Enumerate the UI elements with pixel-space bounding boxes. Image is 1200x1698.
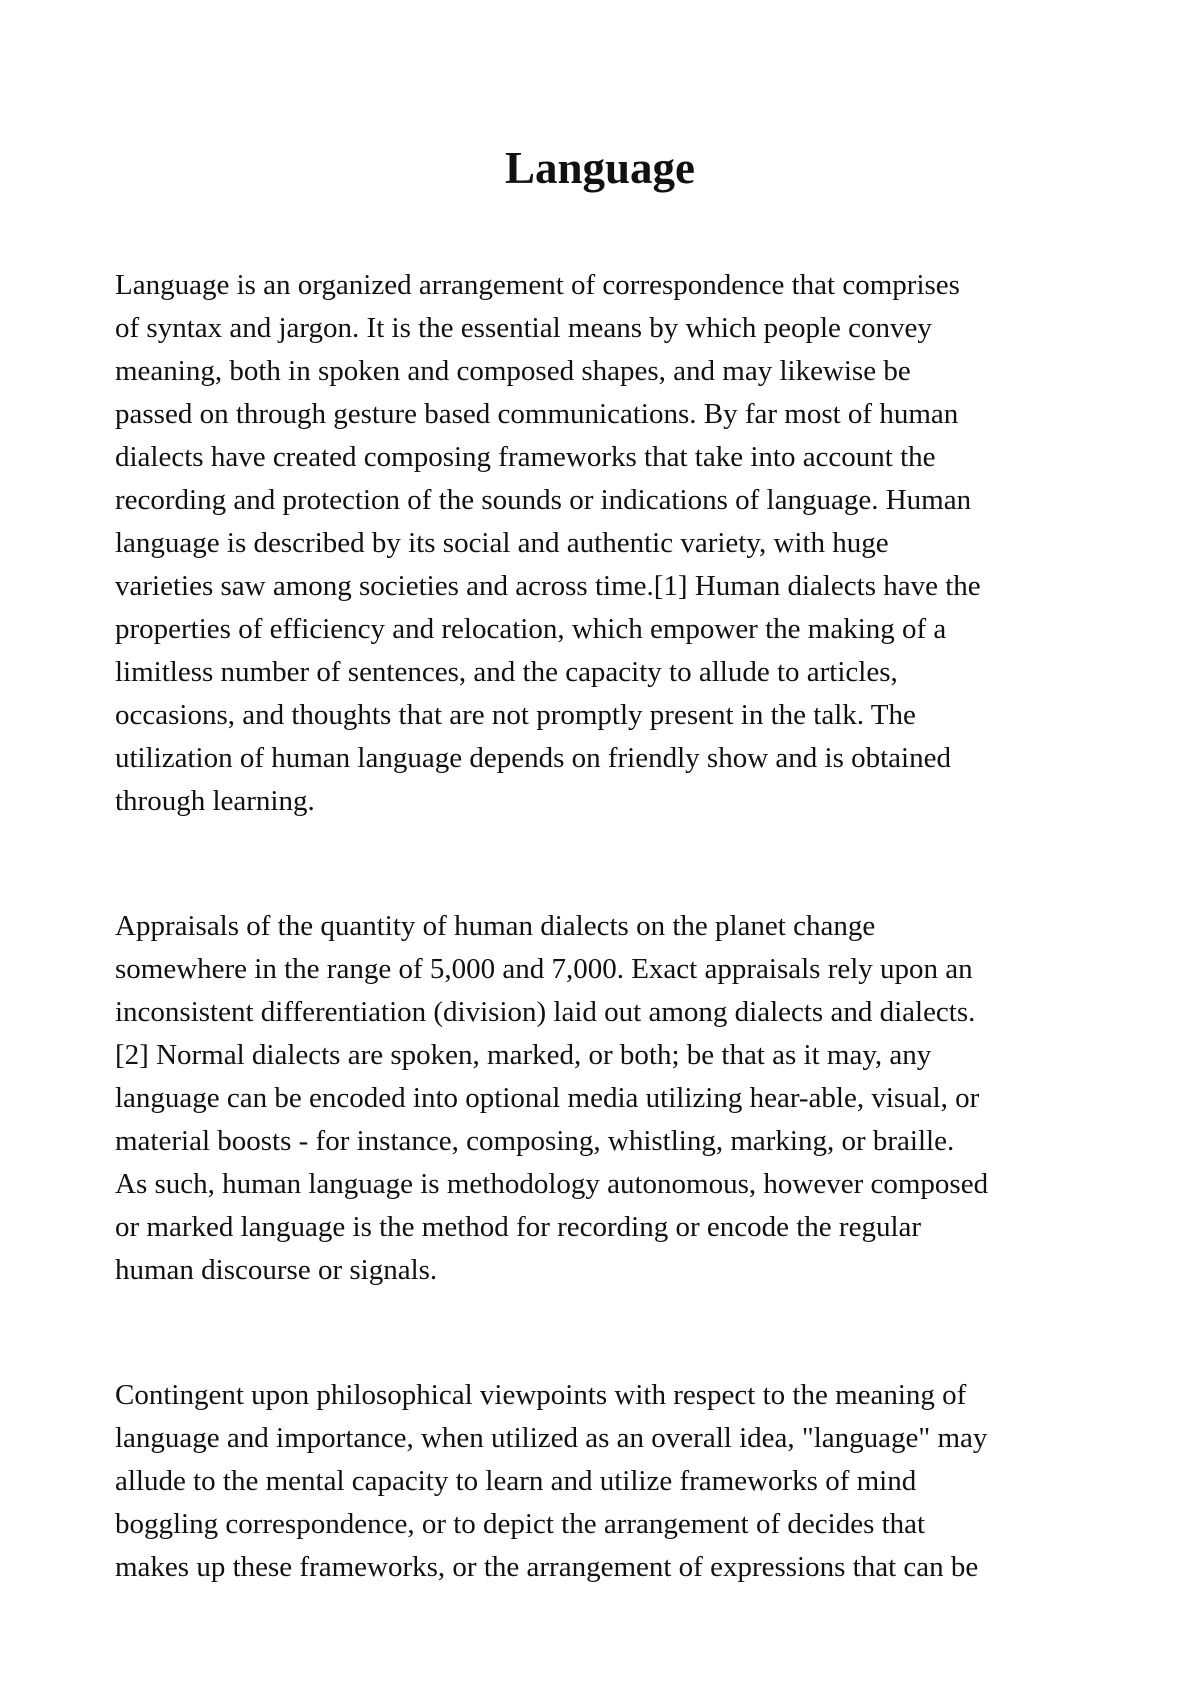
paragraph-1: Language is an organized arrangement of correspondence that comprises of syntax and jargon. It is the essential means by which people convey meaning, both in spoken and composed shapes, and may likewise be passed on through gesture based communications. By far most of human dialects have created composing frameworks that take into account the recording and protection of the sounds or indications of language. Human language is described by its social and authentic variety, with huge varieties saw among societies and across time.[1] Human dialects have the properties of efficiency and relocation, which empower the making of a limitless number of sentences, and the capacity to allude to articles, occasions, and thoughts that are not promptly present in the talk. The utilization of human language depends on friendly show and is obtained through learning. [115, 269, 981, 817]
paragraph-2: Appraisals of the quantity of human dialects on the planet change somewhere in the range of 5,000 and 7,000. Exact appraisals rely upon an inconsistent differentiation (division) laid out among dialects and dialects. [2] Normal dialects are spoken, marked, or both; be that as it may, any language can be encoded into optional media utilizing hear-able, visual, or material boosts - for instance, composing, whistling, marking, or braille. As such, human language is methodology autonomous, however composed or marked language is the method for recording or encode the regular human discourse or signals. [115, 910, 989, 1286]
document-body [115, 264, 1115, 1671]
document-title: Language [504, 143, 696, 193]
paragraph-3: Contingent upon philosophical viewpoints with respect to the meaning of language and importance, when utilized as an overall idea, "language" may allude to the mental capacity to learn and utilize frameworks of mind boggling correspondence, or to depict the arrangement of decides that makes up these frameworks, or the arrangement of expressions that can be [115, 1379, 988, 1583]
